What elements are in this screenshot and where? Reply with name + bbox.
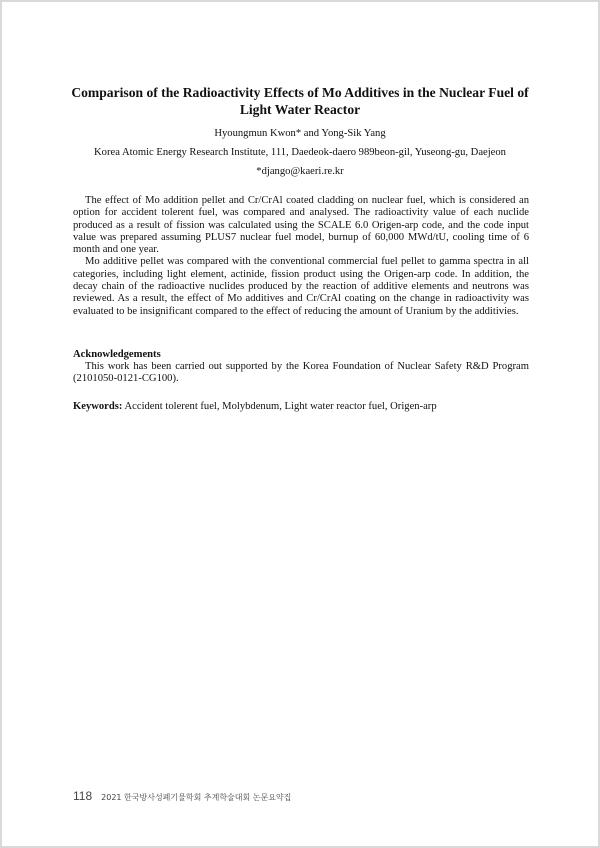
author-email: *django@kaeri.re.kr xyxy=(256,166,344,177)
keywords xyxy=(73,401,529,413)
acknowledgements-heading: Acknowledgements xyxy=(73,349,161,360)
title-line-1: Comparison of the Radioactivity Effects of Mo Additives in the Nuclear Fuel of xyxy=(71,85,529,100)
journal-name: 2021 한국방사성폐기물학회 추계학술대회 논문요약집 xyxy=(101,793,292,802)
keywords-label: Keywords: xyxy=(73,401,123,412)
abstract-paragraph-1: The effect of Mo addition pellet and Cr/CrAl coated cladding on nuclear fuel, which is considered an option for accident tolerent fuel, was compared and analysed. The radioactivity value of each nuclide produced as a result of fission was calculated using the SCALE 6.0 Origen-arp code, and the code input value was prepared assuming PLUS7 nuclear fuel model, burnup of 60,000 MWd/tU, cooling time of 6 month and one year. xyxy=(73,195,529,256)
paper-title xyxy=(60,84,540,118)
page-number: 118 xyxy=(73,789,93,803)
affiliation: Korea Atomic Energy Research Institute, 111, Daedeok-daero 989beon-gil, Yuseong-gu, Daejeon xyxy=(94,147,506,158)
keywords-text: Accident tolerent fuel, Molybdenum, Light water reactor fuel, Origen-arp xyxy=(124,401,437,412)
page-footer xyxy=(73,787,291,805)
abstract-paragraph-2: Mo additive pellet was compared with the conventional commercial fuel pellet to gamma spectra in all categories, including light element, actinide, fission product using the Origen-arp code. In addition, the decay chain of the radioactive nuclides produced by the reaction of additive elements and neutrons was reviewed. As a result, the effect of Mo additives and Cr/CrAl coating on the change in radioactivity was evaluated to be insignificant compared to the effect of reducing the amount of Uranium by the additivies. xyxy=(73,256,529,317)
abstract xyxy=(73,195,529,318)
acknowledgements-body: This work has been carried out supported by the Korea Foundation of Nuclear Safety R&D Program (2101050-0121-CG100). xyxy=(73,361,529,385)
title-line-2: Light Water Reactor xyxy=(239,102,361,117)
authors: Hyoungmun Kwon* and Yong-Sik Yang xyxy=(214,128,386,139)
